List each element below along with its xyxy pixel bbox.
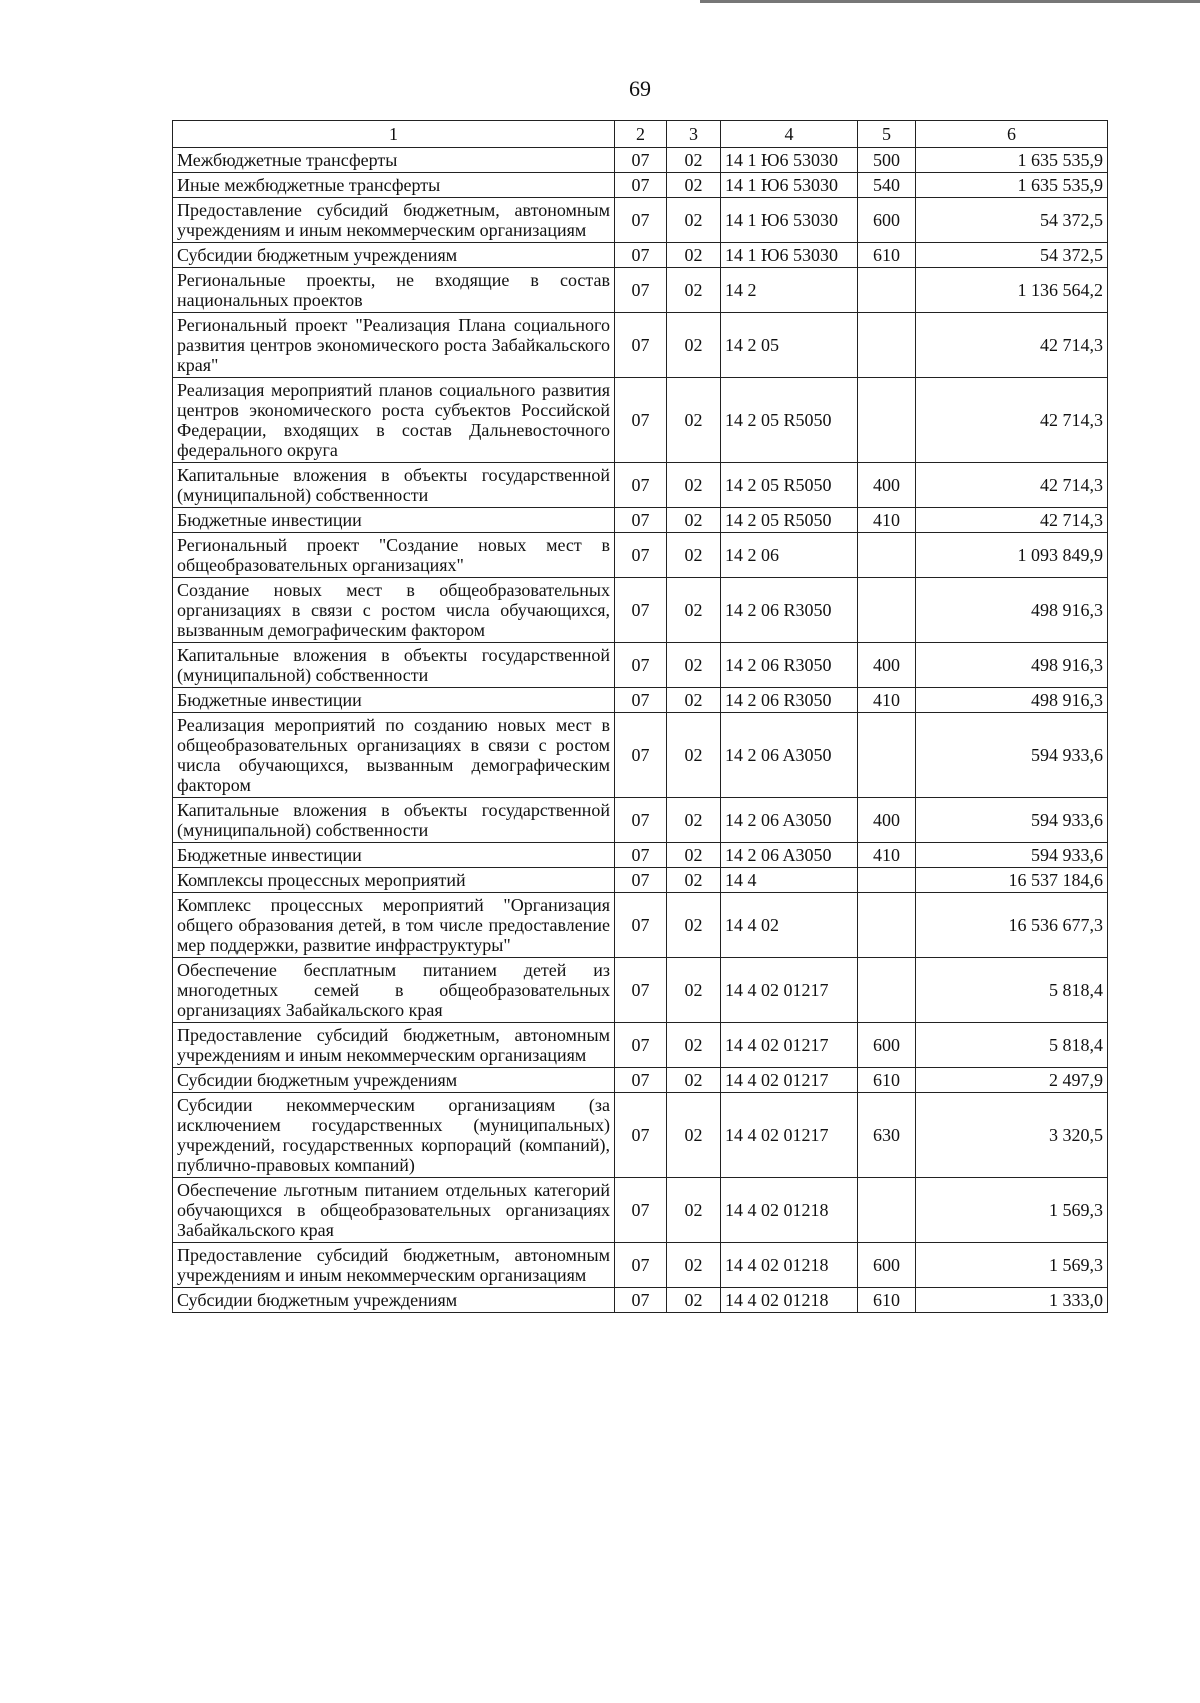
table-row	[173, 578, 1108, 643]
row-name-cell: Субсидии бюджетным учреждениям	[173, 1288, 615, 1313]
column-header: 4	[721, 121, 858, 148]
row-expense-type-cell	[858, 893, 916, 958]
row-section-cell: 07	[615, 1243, 667, 1288]
row-amount-cell: 498 916,3	[916, 643, 1108, 688]
row-subsection-cell: 02	[667, 198, 721, 243]
row-amount-cell: 42 714,3	[916, 508, 1108, 533]
row-section-cell: 07	[615, 1288, 667, 1313]
row-subsection-cell: 02	[667, 843, 721, 868]
row-subsection-cell: 02	[667, 868, 721, 893]
row-target-article-cell: 14 4 02 01218	[721, 1243, 858, 1288]
row-expense-type-cell	[858, 268, 916, 313]
row-name-cell: Капитальные вложения в объекты государственной (муниципальной) собственности	[173, 463, 615, 508]
row-expense-type-cell: 400	[858, 463, 916, 508]
row-section-cell: 07	[615, 508, 667, 533]
row-section-cell: 07	[615, 173, 667, 198]
row-amount-cell: 42 714,3	[916, 313, 1108, 378]
row-amount-cell: 498 916,3	[916, 578, 1108, 643]
row-section-cell: 07	[615, 533, 667, 578]
table-row	[173, 463, 1108, 508]
row-section-cell: 07	[615, 1093, 667, 1178]
page-number: 69	[629, 76, 651, 101]
row-amount-cell: 16 536 677,3	[916, 893, 1108, 958]
row-name-cell: Комплексы процессных мероприятий	[173, 868, 615, 893]
row-name-cell: Иные межбюджетные трансферты	[173, 173, 615, 198]
row-section-cell: 07	[615, 1023, 667, 1068]
row-name-cell: Региональный проект "Реализация Плана социального развития центров экономического роста Забайкальского края"	[173, 313, 615, 378]
row-amount-cell: 1 635 535,9	[916, 173, 1108, 198]
table-row	[173, 1243, 1108, 1288]
table-body	[173, 148, 1108, 1313]
row-target-article-cell: 14 1 Ю6 53030	[721, 148, 858, 173]
row-subsection-cell: 02	[667, 243, 721, 268]
row-subsection-cell: 02	[667, 688, 721, 713]
row-expense-type-cell: 500	[858, 148, 916, 173]
row-subsection-cell: 02	[667, 1068, 721, 1093]
row-target-article-cell: 14 2	[721, 268, 858, 313]
row-subsection-cell: 02	[667, 173, 721, 198]
row-name-cell: Бюджетные инвестиции	[173, 843, 615, 868]
column-header: 5	[858, 121, 916, 148]
row-section-cell: 07	[615, 893, 667, 958]
row-name-cell: Предоставление субсидий бюджетным, автономным учреждениям и иным некоммерческим организациям	[173, 1023, 615, 1068]
row-expense-type-cell: 400	[858, 643, 916, 688]
row-name-cell: Субсидии бюджетным учреждениям	[173, 1068, 615, 1093]
row-subsection-cell: 02	[667, 1288, 721, 1313]
table-row	[173, 243, 1108, 268]
row-section-cell: 07	[615, 688, 667, 713]
row-target-article-cell: 14 2 06 A3050	[721, 843, 858, 868]
row-section-cell: 07	[615, 1068, 667, 1093]
row-target-article-cell: 14 1 Ю6 53030	[721, 198, 858, 243]
table-row	[173, 148, 1108, 173]
row-amount-cell: 5 818,4	[916, 1023, 1108, 1068]
row-target-article-cell: 14 2 06 A3050	[721, 713, 858, 798]
row-subsection-cell: 02	[667, 463, 721, 508]
row-name-cell: Создание новых мест в общеобразовательных организациях в связи с ростом числа обучающихся, вызванным демографическим фактором	[173, 578, 615, 643]
row-expense-type-cell: 540	[858, 173, 916, 198]
row-subsection-cell: 02	[667, 958, 721, 1023]
column-header: 2	[615, 121, 667, 148]
row-expense-type-cell	[858, 868, 916, 893]
row-amount-cell: 498 916,3	[916, 688, 1108, 713]
row-subsection-cell: 02	[667, 1023, 721, 1068]
row-name-cell: Капитальные вложения в объекты государственной (муниципальной) собственности	[173, 798, 615, 843]
row-amount-cell: 1 093 849,9	[916, 533, 1108, 578]
table-row	[173, 1068, 1108, 1093]
row-subsection-cell: 02	[667, 378, 721, 463]
row-section-cell: 07	[615, 843, 667, 868]
row-amount-cell: 594 933,6	[916, 713, 1108, 798]
row-expense-type-cell	[858, 313, 916, 378]
scan-top-line	[700, 0, 1200, 3]
table-row	[173, 1023, 1108, 1068]
row-expense-type-cell: 610	[858, 1068, 916, 1093]
row-name-cell: Обеспечение льготным питанием отдельных категорий обучающихся в общеобразовательных организациях Забайкальского края	[173, 1178, 615, 1243]
table-row	[173, 643, 1108, 688]
row-name-cell: Бюджетные инвестиции	[173, 508, 615, 533]
row-subsection-cell: 02	[667, 313, 721, 378]
row-section-cell: 07	[615, 148, 667, 173]
row-name-cell: Региональные проекты, не входящие в состав национальных проектов	[173, 268, 615, 313]
table-row	[173, 1288, 1108, 1313]
table-row	[173, 798, 1108, 843]
row-expense-type-cell: 410	[858, 508, 916, 533]
table-row	[173, 958, 1108, 1023]
row-amount-cell: 16 537 184,6	[916, 868, 1108, 893]
row-subsection-cell: 02	[667, 268, 721, 313]
row-expense-type-cell	[858, 713, 916, 798]
row-name-cell: Предоставление субсидий бюджетным, автономным учреждениям и иным некоммерческим организациям	[173, 198, 615, 243]
table-row	[173, 198, 1108, 243]
row-name-cell: Обеспечение бесплатным питанием детей из многодетных семей в общеобразовательных организациях Забайкальского края	[173, 958, 615, 1023]
table-row	[173, 893, 1108, 958]
row-amount-cell: 594 933,6	[916, 843, 1108, 868]
row-target-article-cell: 14 2 05	[721, 313, 858, 378]
row-name-cell: Капитальные вложения в объекты государственной (муниципальной) собственности	[173, 643, 615, 688]
row-name-cell: Субсидии некоммерческим организациям (за исключением государственных (муниципальных) учреждений, государственных корпораций (компаний), публично-правовых компаний)	[173, 1093, 615, 1178]
row-target-article-cell: 14 2 06 A3050	[721, 798, 858, 843]
row-name-cell: Комплекс процессных мероприятий "Организация общего образования детей, в том числе предоставление мер поддержки, развитие инфраструктуры"	[173, 893, 615, 958]
row-subsection-cell: 02	[667, 893, 721, 958]
row-section-cell: 07	[615, 868, 667, 893]
row-amount-cell: 42 714,3	[916, 463, 1108, 508]
row-name-cell: Реализация мероприятий по созданию новых мест в общеобразовательных организациях в связи с ростом числа обучающихся, вызванным демографическим фактором	[173, 713, 615, 798]
row-target-article-cell: 14 2 05 R5050	[721, 378, 858, 463]
table-row	[173, 173, 1108, 198]
row-section-cell: 07	[615, 798, 667, 843]
row-expense-type-cell: 610	[858, 243, 916, 268]
table-row	[173, 1093, 1108, 1178]
column-header: 3	[667, 121, 721, 148]
row-subsection-cell: 02	[667, 508, 721, 533]
column-header: 6	[916, 121, 1108, 148]
row-amount-cell: 3 320,5	[916, 1093, 1108, 1178]
row-expense-type-cell: 630	[858, 1093, 916, 1178]
row-section-cell: 07	[615, 268, 667, 313]
table-row	[173, 713, 1108, 798]
budget-table	[172, 120, 1108, 1313]
row-target-article-cell: 14 4 02 01218	[721, 1288, 858, 1313]
row-section-cell: 07	[615, 578, 667, 643]
row-target-article-cell: 14 1 Ю6 53030	[721, 243, 858, 268]
row-target-article-cell: 14 2 05 R5050	[721, 508, 858, 533]
row-expense-type-cell	[858, 958, 916, 1023]
row-target-article-cell: 14 2 06 R3050	[721, 688, 858, 713]
row-section-cell: 07	[615, 378, 667, 463]
row-target-article-cell: 14 2 06	[721, 533, 858, 578]
row-name-cell: Бюджетные инвестиции	[173, 688, 615, 713]
row-subsection-cell: 02	[667, 713, 721, 798]
table-header-row	[173, 121, 1108, 148]
row-expense-type-cell: 400	[858, 798, 916, 843]
row-amount-cell: 1 569,3	[916, 1178, 1108, 1243]
row-target-article-cell: 14 1 Ю6 53030	[721, 173, 858, 198]
row-target-article-cell: 14 4 02	[721, 893, 858, 958]
row-amount-cell: 54 372,5	[916, 198, 1108, 243]
row-subsection-cell: 02	[667, 1093, 721, 1178]
row-subsection-cell: 02	[667, 643, 721, 688]
row-target-article-cell: 14 4 02 01217	[721, 1068, 858, 1093]
row-name-cell: Региональный проект "Создание новых мест в общеобразовательных организациях"	[173, 533, 615, 578]
row-expense-type-cell	[858, 378, 916, 463]
row-expense-type-cell: 410	[858, 688, 916, 713]
row-subsection-cell: 02	[667, 798, 721, 843]
row-amount-cell: 1 635 535,9	[916, 148, 1108, 173]
row-expense-type-cell: 610	[858, 1288, 916, 1313]
table-row	[173, 843, 1108, 868]
row-amount-cell: 1 569,3	[916, 1243, 1108, 1288]
table-row	[173, 313, 1108, 378]
row-target-article-cell: 14 4	[721, 868, 858, 893]
row-amount-cell: 54 372,5	[916, 243, 1108, 268]
row-name-cell: Предоставление субсидий бюджетным, автономным учреждениям и иным некоммерческим организациям	[173, 1243, 615, 1288]
column-header: 1	[173, 121, 615, 148]
row-expense-type-cell: 600	[858, 1243, 916, 1288]
row-target-article-cell: 14 4 02 01217	[721, 1023, 858, 1068]
row-section-cell: 07	[615, 1178, 667, 1243]
row-section-cell: 07	[615, 463, 667, 508]
row-subsection-cell: 02	[667, 1243, 721, 1288]
table-row	[173, 533, 1108, 578]
row-name-cell: Межбюджетные трансферты	[173, 148, 615, 173]
table-row	[173, 378, 1108, 463]
row-section-cell: 07	[615, 198, 667, 243]
table-row	[173, 688, 1108, 713]
row-subsection-cell: 02	[667, 533, 721, 578]
row-target-article-cell: 14 2 06 R3050	[721, 578, 858, 643]
row-amount-cell: 42 714,3	[916, 378, 1108, 463]
row-expense-type-cell	[858, 578, 916, 643]
row-target-article-cell: 14 2 05 R5050	[721, 463, 858, 508]
row-target-article-cell: 14 4 02 01218	[721, 1178, 858, 1243]
row-amount-cell: 1 333,0	[916, 1288, 1108, 1313]
table-row	[173, 508, 1108, 533]
row-amount-cell: 1 136 564,2	[916, 268, 1108, 313]
row-subsection-cell: 02	[667, 148, 721, 173]
row-amount-cell: 2 497,9	[916, 1068, 1108, 1093]
row-expense-type-cell: 410	[858, 843, 916, 868]
row-target-article-cell: 14 2 06 R3050	[721, 643, 858, 688]
table-row	[173, 1178, 1108, 1243]
row-expense-type-cell: 600	[858, 198, 916, 243]
row-expense-type-cell	[858, 533, 916, 578]
row-expense-type-cell	[858, 1178, 916, 1243]
row-target-article-cell: 14 4 02 01217	[721, 958, 858, 1023]
table-row	[173, 268, 1108, 313]
row-amount-cell: 5 818,4	[916, 958, 1108, 1023]
row-section-cell: 07	[615, 313, 667, 378]
row-expense-type-cell: 600	[858, 1023, 916, 1068]
row-subsection-cell: 02	[667, 578, 721, 643]
row-name-cell: Реализация мероприятий планов социального развития центров экономического роста субъектов Российской Федерации, входящих в состав Дальневосточного федерального округа	[173, 378, 615, 463]
row-section-cell: 07	[615, 958, 667, 1023]
row-target-article-cell: 14 4 02 01217	[721, 1093, 858, 1178]
row-section-cell: 07	[615, 243, 667, 268]
row-section-cell: 07	[615, 643, 667, 688]
row-section-cell: 07	[615, 713, 667, 798]
row-amount-cell: 594 933,6	[916, 798, 1108, 843]
row-name-cell: Субсидии бюджетным учреждениям	[173, 243, 615, 268]
row-subsection-cell: 02	[667, 1178, 721, 1243]
table-row	[173, 868, 1108, 893]
